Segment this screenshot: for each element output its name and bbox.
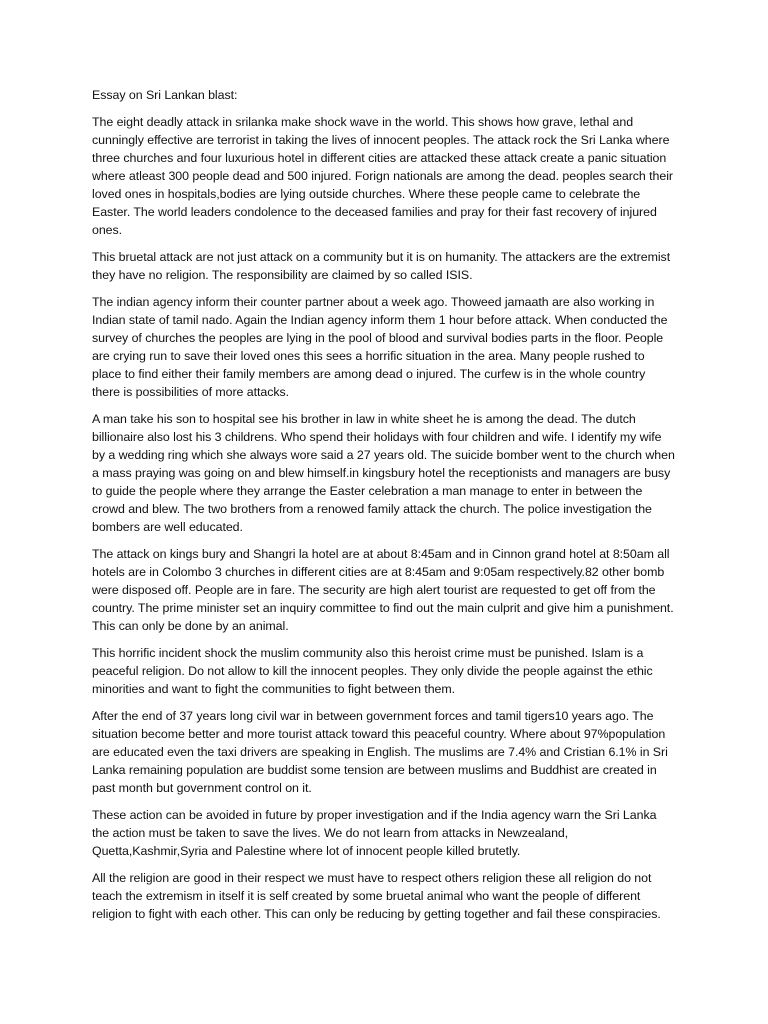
paragraph-6: This horrific incident shock the muslim community also this heroist crime must be punished. Islam is a peaceful religion. Do not allow to kill the innocent peoples. They only divide the people against the ethic minorities and want to fight the communities to fight between them.: [92, 646, 653, 696]
paragraph-3: The indian agency inform their counter partner about a week ago. Thoweed jamaath are also working in Indian state of tamil nado. Again the Indian agency inform them 1 hour before attack. When conducted the survey of churches the peoples are lying in the pool of blood and survival bodies parts in the floor. People are crying run to save their loved ones this sees a horrific situation in the area. Many people rushed to place to find either their family members are among dead o injured. The curfew is in the whole country there is possibilities of more attacks.: [92, 295, 668, 399]
paragraph-8: These action can be avoided in future by proper investigation and if the India agency warn the Sri Lanka the action must be taken to save the lives. We do not learn from attacks in Newzealand, Quetta,Kashmir,Syria and Palestine where lot of innocent people killed brutetly.: [92, 808, 657, 858]
paragraph-4: A man take his son to hospital see his brother in law in white sheet he is among the dead. The dutch billionaire also lost his 3 childrens. Who spend their holidays with four children and wife. I identify my wife by a wedding ring which she always wore said a 27 years old. The suicide bomber went to the church when a mass praying was going on and blew himself.in kingsbury hotel the receptionists and managers are busy to guide the people where they arrange the Easter celebration a man manage to enter in between the crowd and blew. The two brothers from a renowed family attack the church. The police investigation the bombers are well educated.: [92, 412, 675, 534]
paragraph-1: The eight deadly attack in srilanka make shock wave in the world. This shows how grave, lethal and cunningly effective are terrorist in taking the lives of innocent peoples. The attack rock the Sri Lanka where three churches and four luxurious hotel in different cities are attacked these attack create a panic situation where atleast 300 people dead and 500 injured. Forign nationals are among the dead. peoples search their loved ones in hospitals,bodies are lying outside churches. Where these people came to celebrate the Easter. The world leaders condolence to the deceased families and pray for their fast recovery of injured ones.: [92, 115, 674, 237]
essay-title: Essay on Sri Lankan blast:: [92, 88, 238, 102]
paragraph-9: All the religion are good in their respect we must have to respect others religion these all religion do not teach the extremism in itself it is self created by some bruetal animal who want the people of different religion to fight with each other. This can only be reducing by getting together and fail these conspiracies.: [92, 871, 661, 921]
paragraph-7: After the end of 37 years long civil war in between government forces and tamil tigers10 years ago. The situation become better and more tourist attack toward this peaceful country. Where about 97%population are educated even the taxi drivers are speaking in English. The muslims are 7.4% and Cristian 6.1% in Sri Lanka remaining population are buddist some tension are between muslims and Buddhist are created in past month but government control on it.: [92, 709, 668, 795]
document-page: [92, 86, 676, 932]
paragraph-2: This bruetal attack are not just attack on a community but it is on humanity. The attackers are the extremist they have no religion. The responsibility are claimed by so called ISIS.: [92, 250, 671, 282]
paragraph-5: The attack on kings bury and Shangri la hotel are at about 8:45am and in Cinnon grand hotel at 8:50am all hotels are in Colombo 3 churches in different cities are at 8:45am and 9:05am respectively.82 other bomb were disposed off. People are in fare. The security are high alert tourist are requested to get off from the country. The prime minister set an inquiry committee to find out the main culprit and give him a punishment. This can only be done by an animal.: [92, 547, 674, 633]
